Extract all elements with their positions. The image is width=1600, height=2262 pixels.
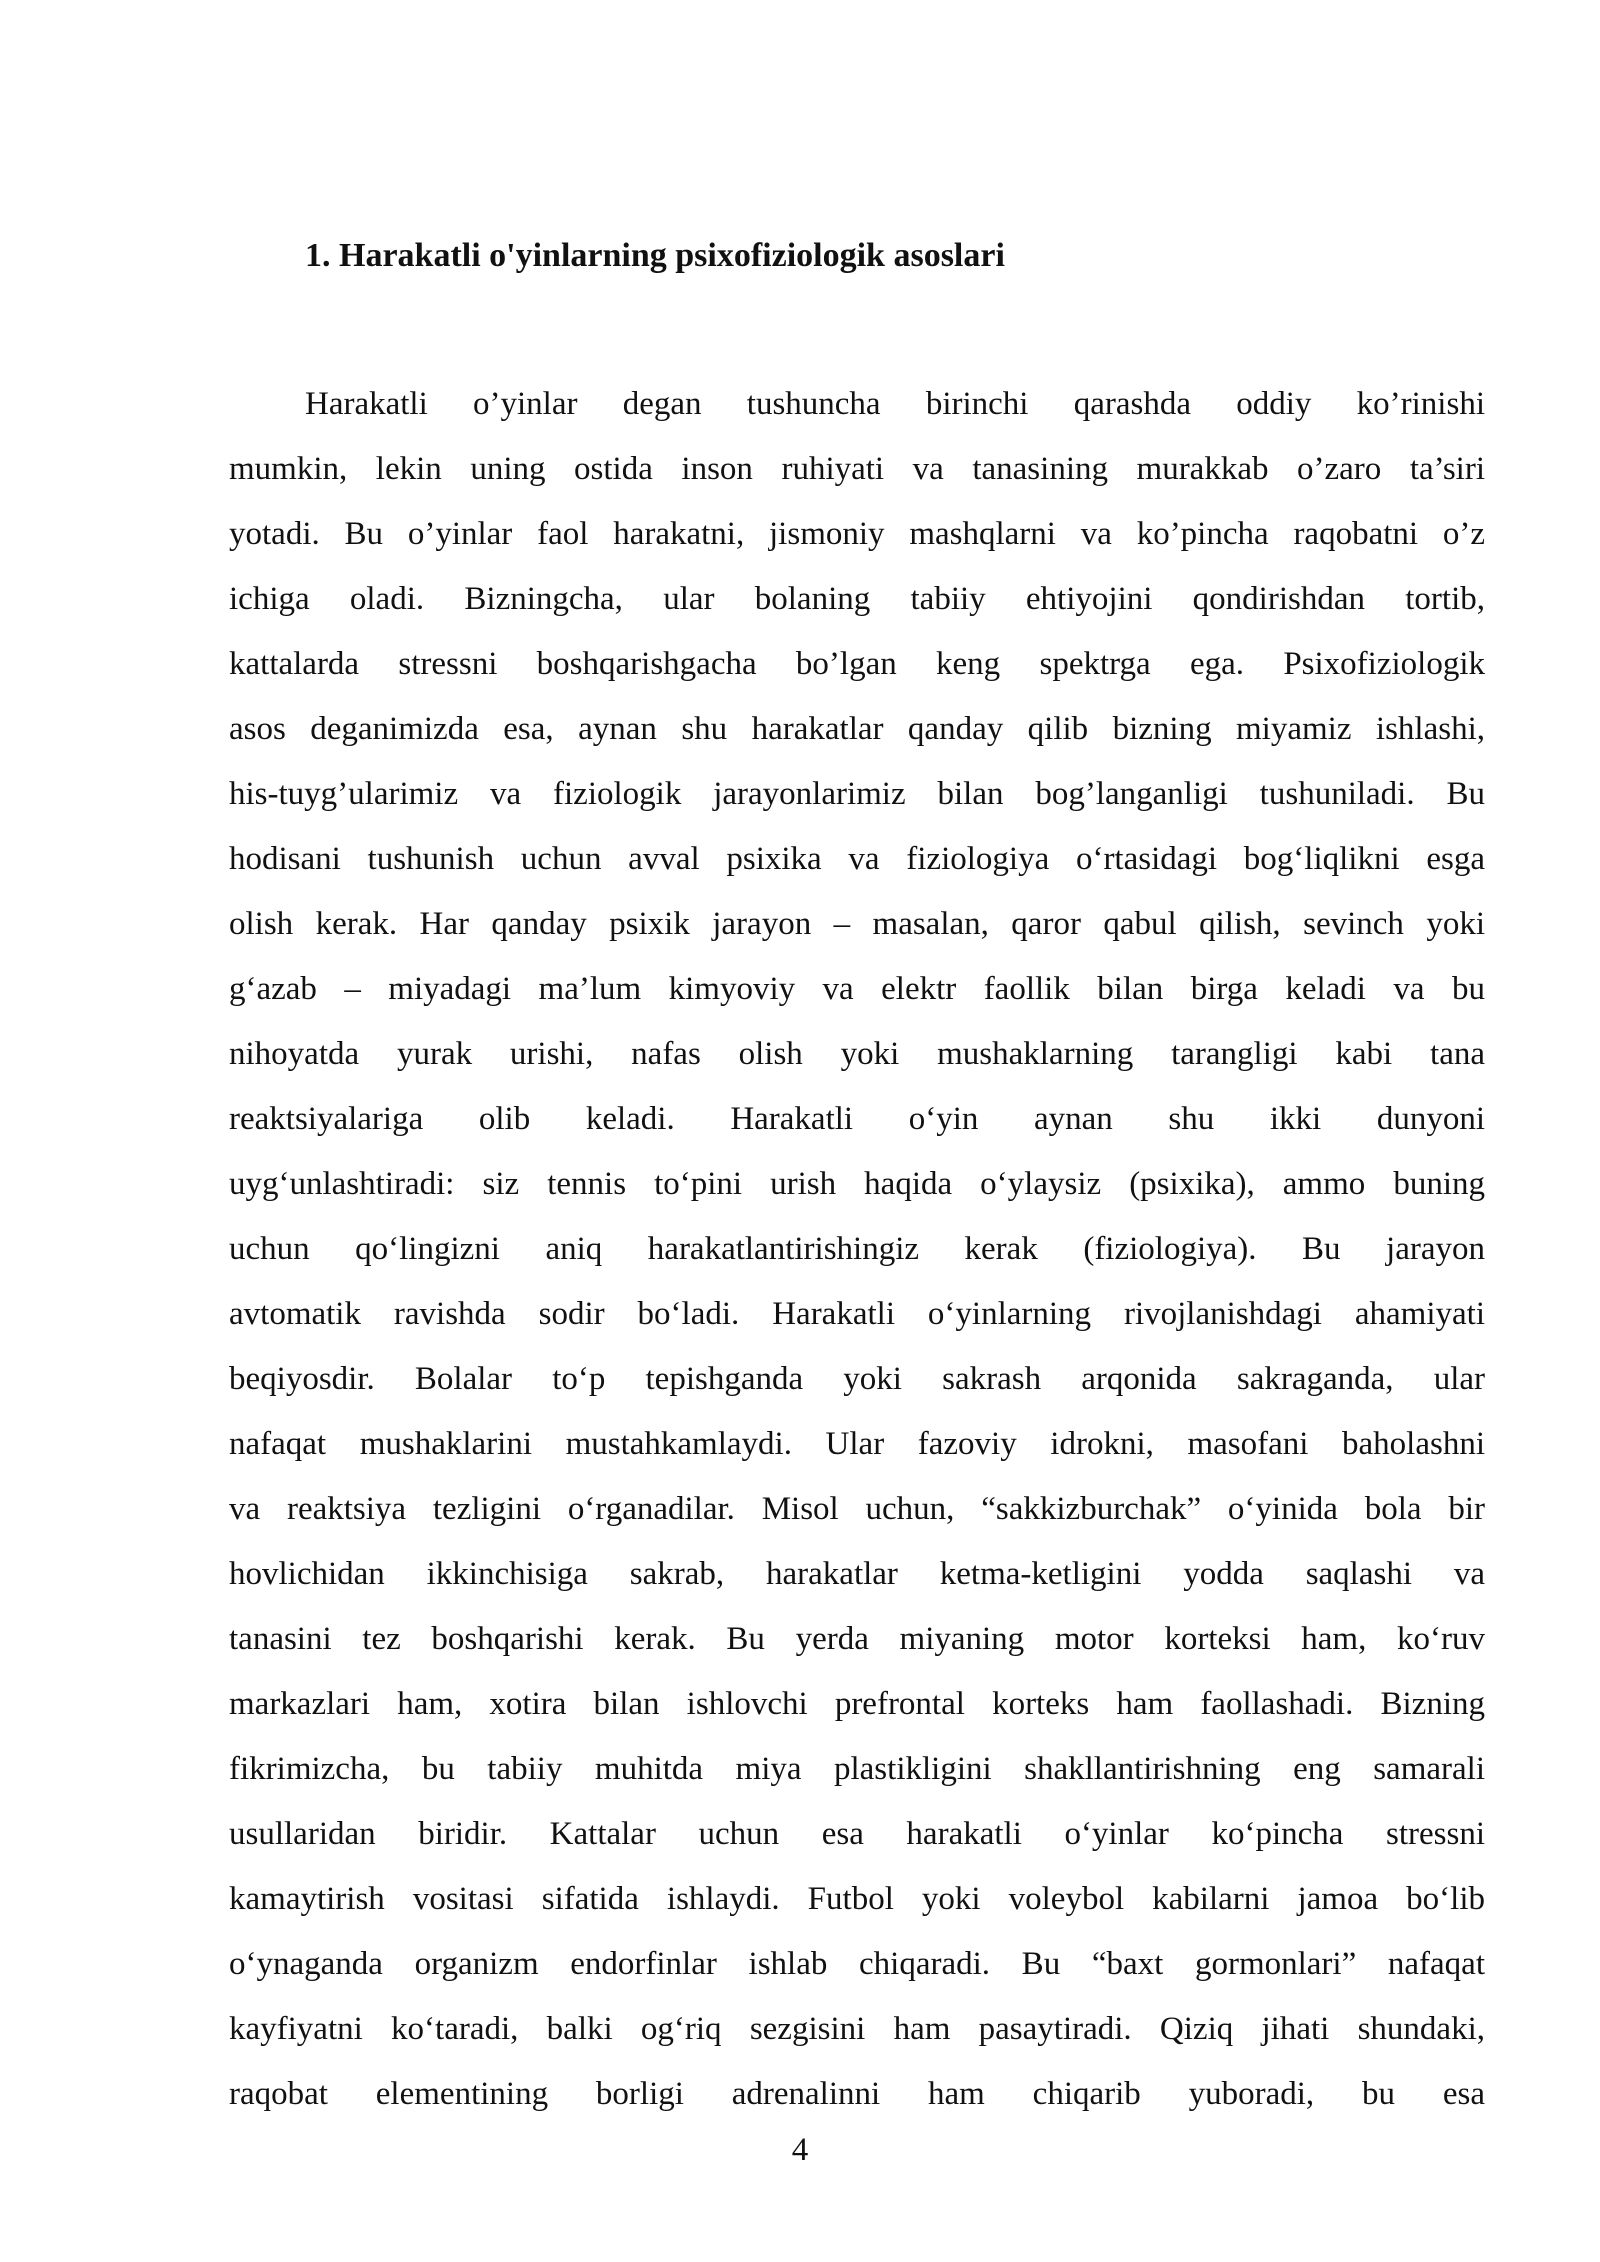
paragraph-line: ichiga oladi. Bizningcha, ular bolaning tabiiy ehtiyojini qondirishdan tortib, [229, 581, 1485, 617]
paragraph-line: fikrimizcha, bu tabiiy muhitda miya plastikligini shakllantirishning eng samarali [229, 1751, 1485, 1787]
paragraph-line: mumkin, lekin uning ostida inson ruhiyati va tanasining murakkab o’zaro ta’siri [229, 451, 1485, 487]
body-paragraph [229, 372, 1485, 2127]
paragraph-line: reaktsiyalariga olib keladi. Harakatli o‘yin aynan shu ikki dunyoni [229, 1101, 1485, 1137]
paragraph-line: yotadi. Bu o’yinlar faol harakatni, jismoniy mashqlarni va ko’pincha raqobatni o’z [229, 516, 1485, 552]
section-heading: 1. Harakatli o'yinlarning psixofiziologik asoslari [305, 237, 1005, 274]
paragraph-line: g‘azab – miyadagi ma’lum kimyoviy va elektr faollik bilan birga keladi va bu [229, 971, 1485, 1007]
paragraph-line: hovlichidan ikkinchisiga sakrab, harakatlar ketma-ketligini yodda saqlashi va [229, 1556, 1485, 1592]
paragraph-line: o‘ynaganda organizm endorfinlar ishlab chiqaradi. Bu “baxt gormonlari” nafaqat [229, 1946, 1485, 1982]
paragraph-line: nafaqat mushaklarini mustahkamlaydi. Ular fazoviy idrokni, masofani baholashni [229, 1426, 1485, 1462]
paragraph-line: usullaridan biridir. Kattalar uchun esa harakatli o‘yinlar ko‘pincha stressni [229, 1816, 1485, 1852]
paragraph-line: kamaytirish vositasi sifatida ishlaydi. Futbol yoki voleybol kabilarni jamoa bo‘lib [229, 1881, 1485, 1917]
paragraph-line: hodisani tushunish uchun avval psixika va fiziologiya o‘rtasidagi bog‘liqlikni esga [229, 841, 1485, 877]
paragraph-line: va reaktsiya tezligini o‘rganadilar. Misol uchun, “sakkizburchak” o‘yinida bola bir [229, 1491, 1485, 1527]
paragraph-line: his-tuyg’ularimiz va fiziologik jarayonlarimiz bilan bog’langanligi tushuniladi. Bu [229, 776, 1485, 812]
paragraph-line: beqiyosdir. Bolalar to‘p tepishganda yoki sakrash arqonida sakraganda, ular [229, 1361, 1485, 1397]
paragraph-line: tanasini tez boshqarishi kerak. Bu yerda miyaning motor korteksi ham, ko‘ruv [229, 1621, 1485, 1657]
page-number: 4 [791, 2132, 809, 2168]
paragraph-line: Harakatli o’yinlar degan tushuncha birinchi qarashda oddiy ko’rinishi [305, 386, 1485, 422]
paragraph-line: markazlari ham, xotira bilan ishlovchi prefrontal korteks ham faollashadi. Bizning [229, 1686, 1485, 1722]
paragraph-line: raqobat elementining borligi adrenalinni ham chiqarib yuboradi, bu esa [229, 2076, 1485, 2112]
paragraph-line: nihoyatda yurak urishi, nafas olish yoki mushaklarning tarangligi kabi tana [229, 1036, 1485, 1072]
paragraph-line: kayfiyatni ko‘taradi, balki og‘riq sezgisini ham pasaytiradi. Qiziq jihati shundaki, [229, 2011, 1485, 2047]
paragraph-line: kattalarda stressni boshqarishgacha bo’lgan keng spektrga ega. Psixofiziologik [229, 646, 1485, 682]
paragraph-line: avtomatik ravishda sodir bo‘ladi. Harakatli o‘yinlarning rivojlanishdagi ahamiyati [229, 1296, 1485, 1332]
paragraph-line: uchun qo‘lingizni aniq harakatlantirishingiz kerak (fiziologiya). Bu jarayon [229, 1231, 1485, 1267]
paragraph-line: olish kerak. Har qanday psixik jarayon – masalan, qaror qabul qilish, sevinch yoki [229, 906, 1485, 942]
paragraph-line: uyg‘unlashtiradi: siz tennis to‘pini urish haqida o‘ylaysiz (psixika), ammo buning [229, 1166, 1485, 1202]
paragraph-line: asos deganimizda esa, aynan shu harakatlar qanday qilib bizning miyamiz ishlashi, [229, 711, 1485, 747]
